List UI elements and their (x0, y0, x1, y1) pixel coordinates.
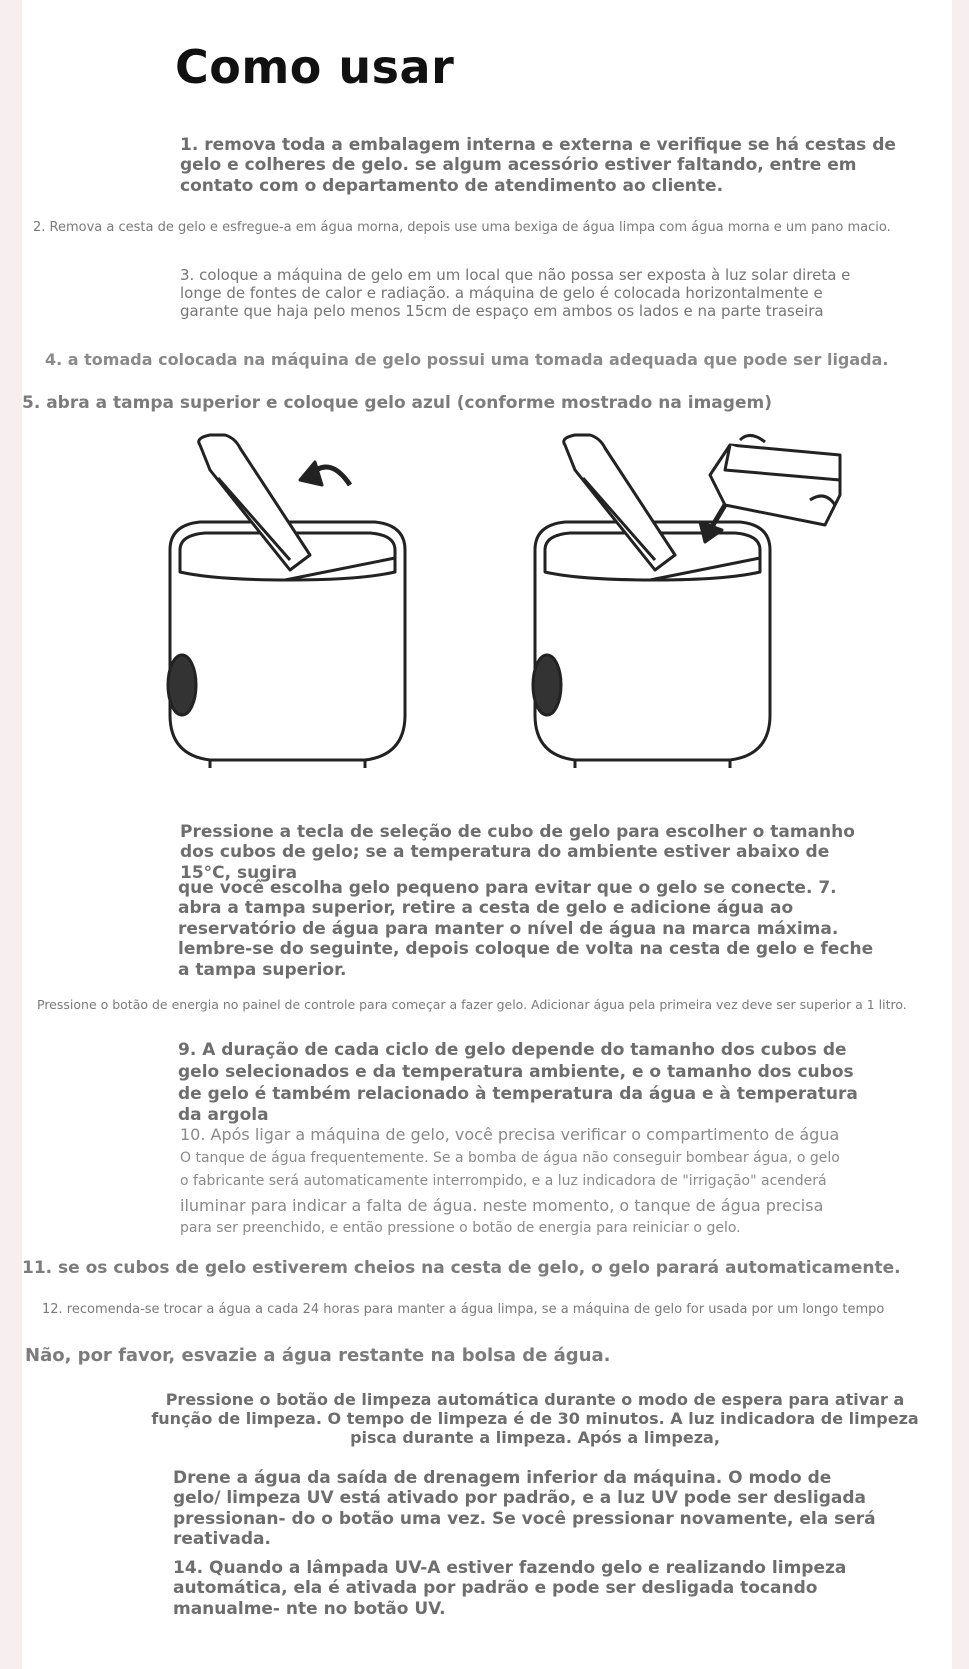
step-9: 9. A duração de cada ciclo de gelo depende do tamanho dos cubos de gelo selecionados e da temperatura ambiente, e o tamanho dos cubos de gelo é também relacionado à temperatura da água e à temperatura da argola (178, 1040, 858, 1126)
step-1: 1. remova toda a embalagem interna e externa e verifique se há cestas de gelo e colheres de gelo. se algum acessório estiver faltando, entre em contato com o departamento de atendimento ao cliente. (180, 135, 896, 196)
step-2: 2. Remova a cesta de gelo e esfregue-a em água morna, depois use uma bexiga de água limpa com água morna e um pano macio. (33, 220, 891, 235)
step-12-note: Não, por favor, esvazie a água restante na bolsa de água. (25, 1345, 611, 1366)
ice-maker-left-icon (168, 435, 405, 768)
ice-basket-icon (710, 435, 840, 525)
step-11: 11. se os cubos de gelo estiverem cheios na cesta de gelo, o gelo parará automaticamente. (22, 1258, 901, 1278)
page-title: Como usar (175, 40, 455, 94)
step-13: Pressione o botão de limpeza automática durante o modo de espera para ativar a função de limpeza. O tempo de limpeza é de 30 minutos. A luz indicadora de limpeza pisca durante a limpeza. Após a limpeza, (151, 1390, 919, 1448)
step-3: 3. coloque a máquina de gelo em um local que não possa ser exposta à luz solar direta e longe de fontes de calor e radiação. a máquina de gelo é colocada horizontalmente e garante que haja pelo menos 15cm de espaço em ambos os lados e na parte traseira (180, 266, 851, 320)
step-8: Pressione o botão de energia no painel de controle para começar a fazer gelo. Adicionar água pela primeira vez deve ser superior a 1 litro. (37, 997, 907, 1012)
step-6: Pressione a tecla de seleção de cubo de gelo para escolher o tamanho dos cubos de gelo; se a temperatura do ambiente estiver abaixo de 15°C, sugira (180, 822, 855, 883)
step-4: 4. a tomada colocada na máquina de gelo possui uma tomada adequada que pode ser ligada. (45, 350, 889, 369)
step-14: 14. Quando a lâmpada UV-A estiver fazendo gelo e realizando limpeza automática, ela é ativada por padrão e pode ser desligada tocando manualme- nte no botão UV. (173, 1558, 847, 1619)
step-13-continued: Drene a água da saída de drenagem inferior da máquina. O modo de gelo/ limpeza UV está ativado por padrão, e a luz UV pode ser desligada pressionan- do o botão uma vez. Se você pressionar novamente, ela será reativada. (173, 1468, 876, 1550)
step-10-line-4: iluminar para indicar a falta de água. neste momento, o tanque de água precisa (180, 1196, 824, 1215)
step-12: 12. recomenda-se trocar a água a cada 24 horas para manter a água limpa, se a máquina de gelo for usada por um longo tempo (42, 1302, 885, 1317)
step-10-line-1: 10. Após ligar a máquina de gelo, você precisa verificar o compartimento de água (180, 1125, 840, 1144)
step-5: 5. abra a tampa superior e coloque gelo azul (conforme mostrado na imagem) (22, 393, 772, 413)
step-10-line-5: para ser preenchido, e então pressione o botão de energia para reiniciar o gelo. (180, 1220, 741, 1236)
step-10-line-2: O tanque de água frequentemente. Se a bomba de água não conseguir bombear água, o gelo (180, 1150, 840, 1166)
step-7: que você escolha gelo pequeno para evitar que o gelo se conecte. 7. abra a tampa superior, retire a cesta de gelo e adicione água ao reservatório de água para manter o nível de água na marca máxima. lembre-se do seguinte, depois coloque de volta na cesta de gelo e feche a tampa superior. (178, 878, 874, 980)
step-10-line-3: o fabricante será automaticamente interrompido, e a luz indicadora de "irrigação" acenderá (180, 1173, 827, 1189)
ice-maker-illustration (150, 430, 870, 785)
